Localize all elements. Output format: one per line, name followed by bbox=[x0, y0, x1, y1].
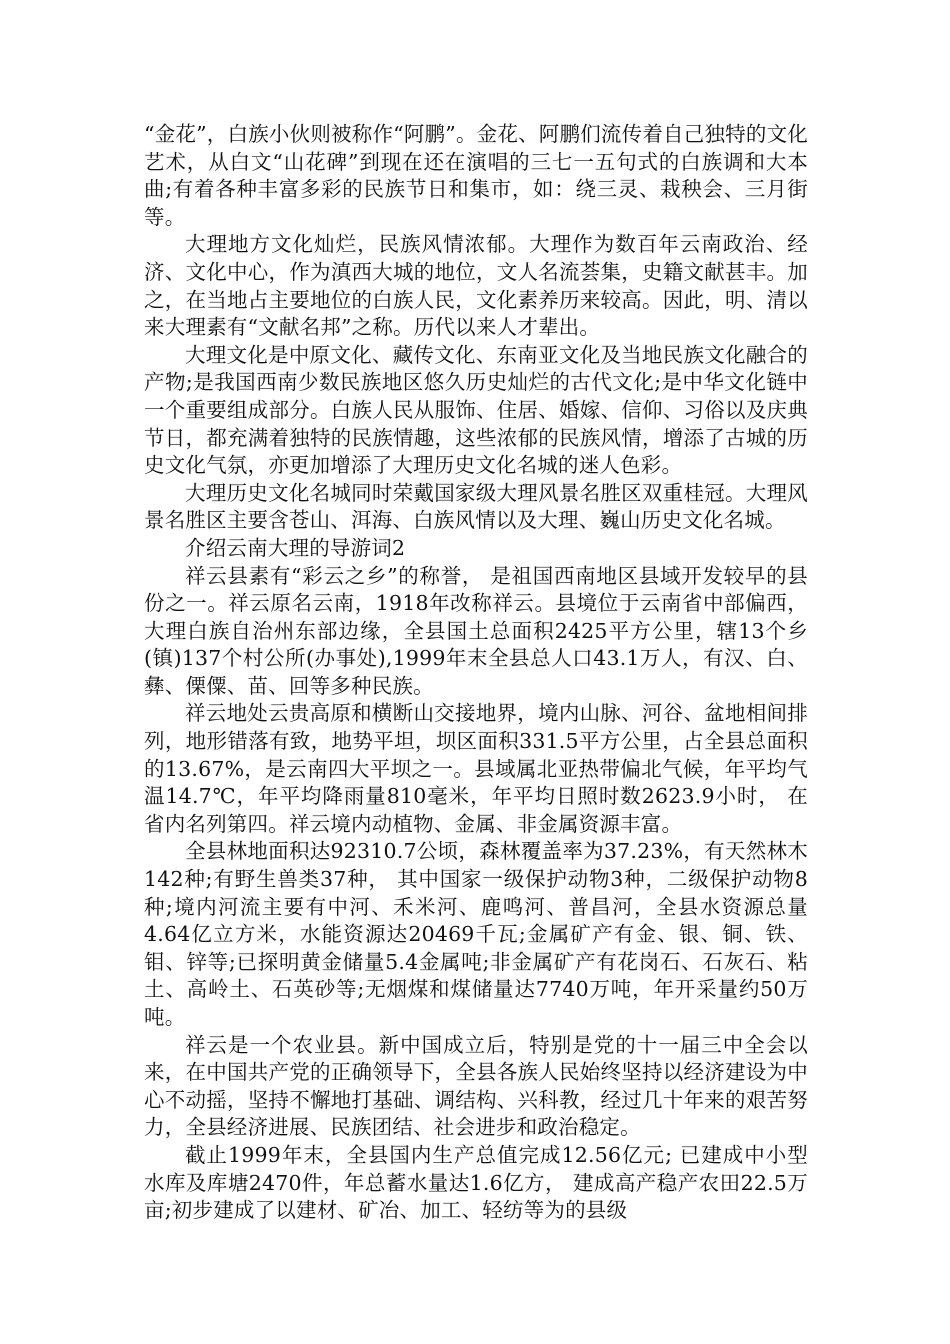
paragraph-9: 截止1999年末，全县国内生产总值完成12.56亿元; 已建成中小型水库及库塘2470件，年总蓄水量达1.6亿方， 建成高产稳产农田22.5万亩;初步建成了以建材、矿冶、加工、轻纺等为的县级 bbox=[144, 1142, 808, 1223]
document-body bbox=[144, 121, 808, 1225]
paragraph-3: 大理文化是中原文化、藏传文化、东南亚文化及当地民族文化融合的产物;是我国西南少数民族地区悠久历史灿烂的古代文化;是中华文化链中一个重要组成部分。白族人民从服饰、住居、婚嫁、信仰、习俗以及庆典节日，都充满着独特的民族情趣，这些浓郁的民族风情，增添了古城的历史文化气氛，亦更加增添了大理历史文化名城的迷人色彩。 bbox=[144, 342, 808, 478]
paragraph-4: 大理历史文化名城同时荣戴国家级大理风景名胜区双重桂冠。大理风景名胜区主要含苍山、洱海、白族风情以及大理、巍山历史文化名城。 bbox=[144, 480, 808, 533]
paragraph-2: 大理地方文化灿烂，民族风情浓郁。大理作为数百年云南政治、经济、文化中心，作为滇西大城的地位，文人名流荟集，史籍文献甚丰。加之，在当地占主要地位的白族人民，文化素养历来较高。因此，明、清以来大理素有“文献名邦”之称。历代以来人才辈出。 bbox=[144, 232, 808, 340]
paragraph-6: 祥云地处云贵高原和横断山交接地界，境内山脉、河谷、盆地相间排列，地形错落有致，地势平坦，坝区面积331.5平方公里，占全县总面积的13.67%，是云南四大平坝之一。县域属北亚热带偏北气候，年平均气温14.7℃，年平均降雨量810毫米，年平均日照时数2623.9小时， 在省内名列第四。祥云境内动植物、金属、非金属资源丰富。 bbox=[144, 701, 808, 836]
paragraph-7: 全县林地面积达92310.7公顷，森林覆盖率为37.23%，有天然林木142种;有野生兽类37种， 其中国家一级保护动物3种，二级保护动物8种;境内河流主要有中河、禾米河、鹿鸣河、普昌河，全县水资源总量4.64亿立方米，水能资源达20469千瓦;金属矿产有金、银、铜、铁、钼、锌等;已探明黄金储量5.4金属吨;非金属矿产有花岗石、石灰石、粘土、高岭土、石英砂等;无烟煤和煤储量达7740万吨，年开采量约50万吨。 bbox=[144, 839, 808, 1029]
section-heading: 介绍云南大理的导游词2 bbox=[185, 535, 406, 560]
paragraph-1: “金花”，白族小伙则被称作“阿鹏”。金花、阿鹏们流传着自己独特的文化艺术，从白文“山花碑”到现在还在演唱的三七一五句式的白族调和大本曲;有着各种丰富多彩的民族节日和集市，如：绕三灵、栽秧会、三月街等。 bbox=[144, 122, 808, 229]
paragraph-5: 祥云县素有“彩云之乡”的称誉， 是祖国西南地区县域开发较早的县份之一。祥云原名云南，1918年改称祥云。县境位于云南省中部偏西，大理白族自治州东部边缘，全县国土总面积2425平方公里，辖13个乡(镇)137个村公所(办事处),1999年末全县总人口43.1万人，有汉、白、彝、傈僳、苗、回等多种民族。 bbox=[144, 563, 808, 698]
paragraph-8: 祥云是一个农业县。新中国成立后，特别是党的十一届三中全会以来，在中国共产党的正确领导下，全县各族人民始终坚持以经济建设为中心不动摇，坚持不懈地打基础、调结构、兴科教，经过几十年来的艰苦努力，全县经济进展、民族团结、社会进步和政治稳定。 bbox=[144, 1032, 808, 1140]
